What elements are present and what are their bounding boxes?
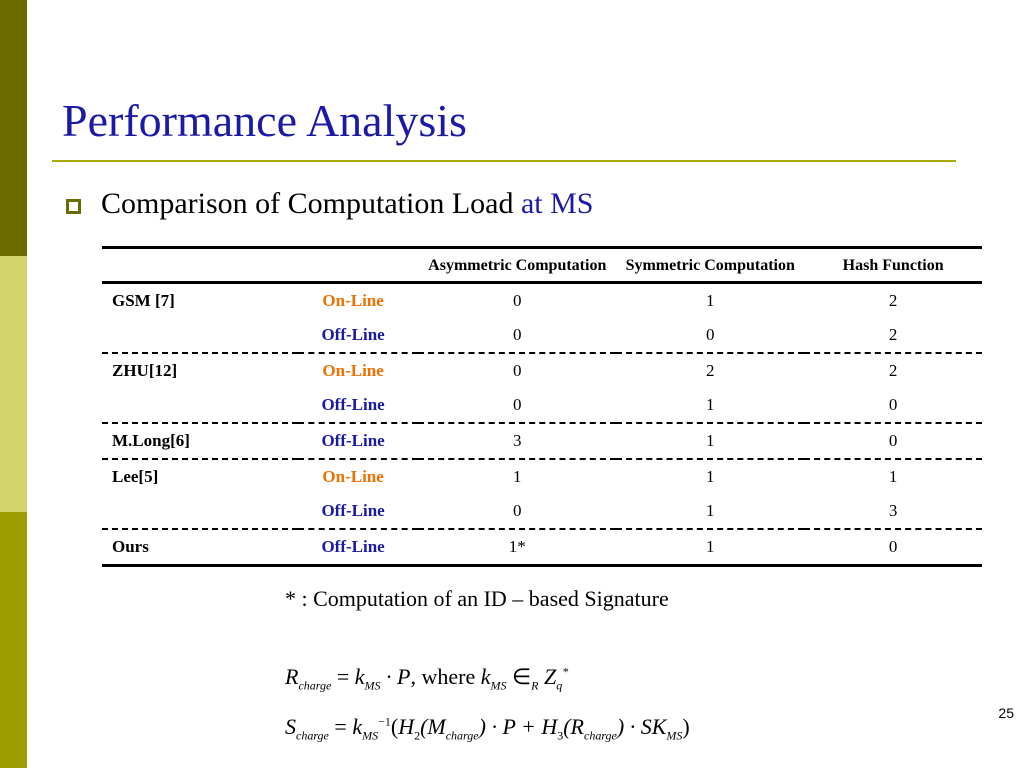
bullet-highlight: at MS — [520, 187, 594, 220]
sidebar-stripe-bottom — [0, 512, 27, 768]
system-cell: GSM [7] — [112, 291, 175, 310]
table-row — [102, 494, 982, 529]
mode-cell: Off-Line — [298, 423, 418, 459]
symmetric-cell: 2 — [616, 353, 804, 388]
header-symmetric: Symmetric Computation — [625, 257, 795, 274]
asymmetric-cell: 1* — [418, 529, 616, 566]
symmetric-cell: 1 — [616, 459, 804, 494]
table-row — [102, 529, 982, 566]
bullet-text: Comparison of Computation Load — [101, 187, 521, 220]
table-body — [102, 283, 982, 566]
sidebar-stripe-middle — [0, 256, 27, 512]
header-mode — [298, 248, 418, 283]
table-row — [102, 318, 982, 353]
header-asymmetric: Asymmetric Computation — [428, 257, 607, 274]
table-row — [102, 423, 982, 459]
system-cell: Lee[5] — [102, 459, 298, 494]
table-row — [102, 388, 982, 423]
table-row — [102, 283, 982, 319]
footnote: * : Computation of an ID – based Signature — [285, 586, 669, 611]
formula-r-charge: $R_{charge} = k_{MS} \cdot P$, where $k_{MS}$ $\in_R$ $Z_q^*$ — [285, 664, 569, 693]
table-row — [102, 459, 982, 494]
formula-s-charge: $S_{charge} = k_{MS}^{-1}(H_2(M_{charge}) \cdot P + H_3(R_{charge}) \cdot SK_{MS})$ — [285, 714, 690, 743]
asymmetric-cell: 3 — [418, 423, 616, 459]
asymmetric-cell: 1 — [418, 459, 616, 494]
symmetric-cell: 1 — [616, 423, 804, 459]
mode-cell: On-Line — [322, 291, 384, 310]
header-hash: Hash Function — [842, 257, 944, 274]
square-bullet-icon — [66, 199, 81, 214]
mode-cell: Off-Line — [321, 395, 385, 414]
hash-cell: 0 — [804, 529, 982, 566]
table-row — [102, 353, 982, 388]
system-cell: Ours — [102, 529, 298, 566]
hash-cell: 2 — [804, 353, 982, 388]
system-cell: ZHU[12] — [102, 353, 298, 388]
header-system — [102, 248, 298, 283]
system-cell — [102, 318, 298, 353]
system-cell — [102, 388, 298, 423]
system-cell: M.Long[6] — [102, 423, 298, 459]
hash-cell: 1 — [804, 459, 982, 494]
title-underline — [52, 160, 956, 162]
page-number: 25 — [998, 705, 1014, 721]
asymmetric-cell: 0 — [513, 501, 522, 520]
asymmetric-cell: 0 — [513, 395, 522, 414]
mode-cell: Off-Line — [321, 325, 385, 344]
hash-cell: 0 — [804, 423, 982, 459]
symmetric-cell: 1 — [705, 501, 715, 520]
mode-cell: Off-Line — [321, 501, 385, 520]
sidebar-stripe-top — [0, 0, 27, 256]
slide-title: Performance Analysis — [62, 95, 467, 146]
hash-cell: 2 — [888, 325, 898, 344]
symmetric-cell: 1 — [705, 291, 715, 310]
symmetric-cell: 1 — [705, 395, 715, 414]
mode-cell: Off-Line — [298, 529, 418, 566]
symmetric-cell: 0 — [705, 325, 715, 344]
system-cell — [102, 494, 298, 529]
asymmetric-cell: 0 — [513, 325, 522, 344]
table-header-row — [102, 248, 982, 283]
mode-cell: On-Line — [298, 353, 418, 388]
comparison-table — [102, 246, 982, 567]
hash-cell: 3 — [888, 501, 898, 520]
asymmetric-cell: 0 — [513, 291, 522, 310]
mode-cell: On-Line — [298, 459, 418, 494]
bullet-point — [101, 187, 593, 221]
symmetric-cell: 1 — [616, 529, 804, 566]
hash-cell: 2 — [888, 291, 898, 310]
hash-cell: 0 — [888, 395, 898, 414]
asymmetric-cell: 0 — [418, 353, 616, 388]
